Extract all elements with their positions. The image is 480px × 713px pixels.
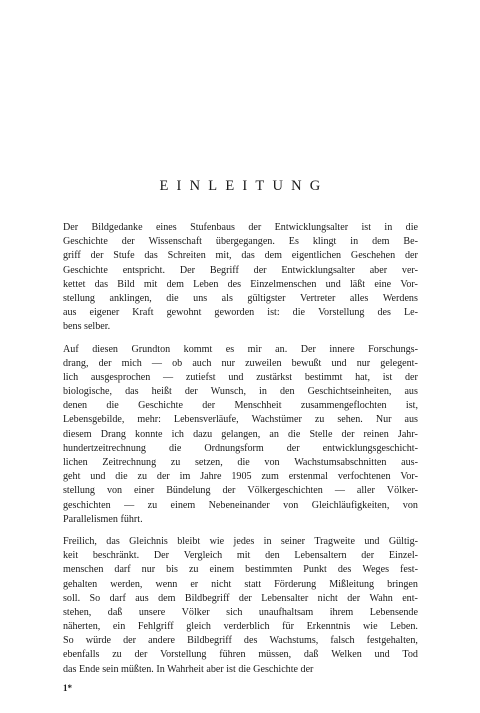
text-line: kettet das Bild mit dem Leben des Einzelmenschen und läßt eine Vor-: [63, 278, 418, 290]
chapter-heading: EINLEITUNG: [159, 178, 329, 194]
text-line: diesem Drang konnte ich dazu gelangen, an die Stelle der reinen Jahr-: [63, 428, 418, 440]
text-line: geschichten — zu einem Nebeneinander von Gleichläufigkeiten, von: [63, 499, 418, 511]
text-line: hundertzeitrechnung die Ordnungsform der entwicklungsgeschicht-: [63, 442, 418, 454]
text-line: stellung anklingen, die uns als gültigster Vertreter alles Werdens: [63, 292, 418, 304]
text-line: keit beschränkt. Der Vergleich mit den Lebensaltern der Einzel-: [63, 550, 418, 562]
text-line: lichen Zeitrechnung zu setzen, die von Wachstumsabschnitten aus-: [63, 457, 418, 468]
text-line: Der Bildgedanke eines Stufenbaus der Entwicklungsalter ist in die: [63, 222, 418, 233]
text-line: biologische, das heißt der Wunsch, in den Geschichtseinheiten, aus: [63, 386, 418, 398]
text-line: näherten, ein Fehlgriff gleich verderblich für Erkenntnis wie Leben.: [63, 621, 418, 633]
paragraph-1: [63, 221, 418, 335]
text-line: gehalten werden, wenn er nicht statt Förderung Mißleitung bringen: [63, 578, 418, 590]
text-line: So würde der andere Bildbegriff des Wachstums, falsch festgehalten,: [63, 635, 418, 647]
text-line: menschen darf nur bis zu einem bestimmten Punkt des Weges fest-: [63, 564, 418, 576]
text-line: Lebensgebilde, mehr: Lebensverläufe, Wachstümer zu sehen. Nur aus: [63, 414, 418, 426]
text-line: lich ausgesprochen — zutiefst und zustärkst bestimmt hat, ist der: [63, 371, 418, 383]
text-line: Auf diesen Grundton kommt es mir an. Der innere Forschungs-: [63, 343, 418, 355]
text-line: stellung von einer Bündelung der Völkergeschichten — aller Völker-: [63, 485, 418, 497]
text-line: Freilich, das Gleichnis bleibt wie jedes in seiner Tragweite und Gültig-: [63, 535, 418, 547]
paragraph-3: [63, 535, 418, 677]
text-line: Parallelismen führt.: [63, 513, 143, 525]
text-line: griff der Stufe das Schreiten mit, das dem eigentlichen Geschehen der: [63, 250, 418, 262]
text-line: stehen, daß unsere Völker sich unaufhaltsam ihrem Lebensende: [63, 606, 418, 618]
text-line: Geschichte entspricht. Der Begriff der Entwicklungsalter aber ver-: [63, 264, 418, 276]
text-line: bens selber.: [63, 321, 111, 333]
text-line: das Ende sein müßten. In Wahrheit aber ist die Geschichte der: [63, 663, 314, 675]
text-line: soll. So darf aus dem Bildbegriff der Lebensalter nicht der Wahn ent-: [63, 592, 418, 604]
text-line: denen die Geschichte der Menschheit zusammengeflochten ist,: [63, 400, 418, 412]
signature-mark: 1*: [63, 683, 72, 693]
paragraph-2: [63, 343, 418, 527]
text-line: ebenfalls zu der Vorstellung führen müssen, daß Welken und Tod: [63, 649, 418, 661]
body-text: [63, 221, 418, 685]
text-line: drang, der mich — ob auch nur zuweilen bewußt und nur gelegent-: [63, 357, 418, 369]
text-line: Geschichte der Wissenschaft übergegangen. Es klingt in dem Be-: [63, 236, 418, 248]
text-line: geht und die zu der im Jahre 1905 zum erstenmal verfochtenen Vor-: [63, 471, 418, 483]
text-line: aus eigener Kraft gewohnt geworden ist: die Vorstellung des Le-: [63, 307, 418, 319]
